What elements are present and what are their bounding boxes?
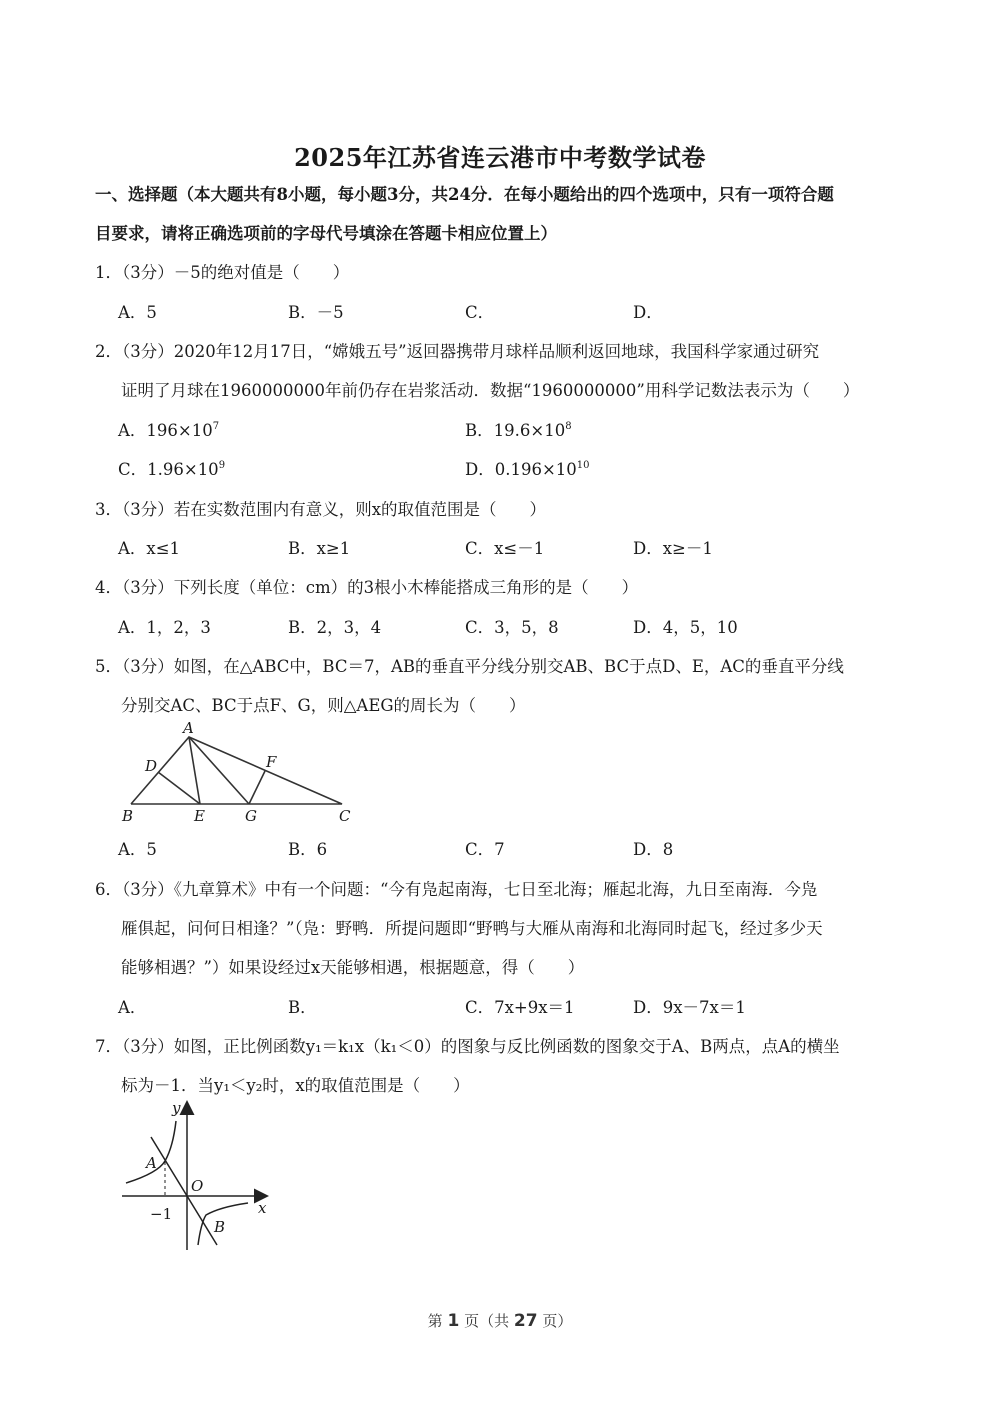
option-a[interactable]: A．5 <box>118 303 157 322</box>
question-text: 下列长度（单位：cm）的3根小木棒能搭成三角形的是（ ） <box>173 578 639 597</box>
option-c[interactable]: C．x≤－1 <box>465 539 545 558</box>
section-header-line1: 一、选择题（本大题共有8小题，每小题3分，共24分．在每小题给出的四个选项中，只有一项符合题 <box>95 185 834 204</box>
question-text: 如图，在△ABC中，BC＝7，AB的垂直平分线分别交AB、BC于点D、E，AC的垂直平分线 <box>173 657 844 676</box>
option-exponent: 7 <box>212 421 220 432</box>
proportional-line <box>151 1137 217 1245</box>
question-number: 2． <box>95 342 122 361</box>
option-value: 196×10 <box>146 421 213 440</box>
question-score: （3分） <box>122 263 174 282</box>
option-d[interactable]: D．x≥－1 <box>633 539 713 558</box>
question-score: （3分） <box>122 500 174 519</box>
question-7-stem <box>95 1033 840 1057</box>
option-a[interactable]: A．x≤1 <box>118 539 181 558</box>
question-number: 3． <box>95 500 122 519</box>
option-c[interactable]: C．3，5，8 <box>465 618 559 637</box>
question-text: 如图，正比例函数y₁＝k₁x（k₁＜0）的图象与反比例函数的图象交于A、B两点，点A的横坐 <box>173 1037 840 1056</box>
option-b[interactable]: B．x≥1 <box>288 539 351 558</box>
question-number: 4． <box>95 578 122 597</box>
option-label: D． <box>465 460 495 479</box>
option-label: B． <box>465 421 494 440</box>
option-b[interactable]: B．－5 <box>288 303 344 322</box>
option-b[interactable] <box>465 417 572 441</box>
label-y-axis: y <box>172 1099 181 1117</box>
option-a[interactable]: A． <box>118 998 147 1017</box>
question-1-stem <box>95 259 349 283</box>
option-value: 1.96×10 <box>147 460 219 479</box>
triangle-figure <box>110 715 370 830</box>
question-7-stem-line2: 标为－1．当y₁＜y₂时，x的取值范围是（ ） <box>121 1076 470 1095</box>
option-exponent: 8 <box>565 421 572 432</box>
label-point-a: A <box>146 1154 157 1172</box>
question-text: 《九章算术》中有一个问题：“今有凫起南海，七日至北海；雁起北海，九日至南海．今凫 <box>173 880 818 899</box>
current-page-number: 1 <box>447 1311 460 1331</box>
question-score: （3分） <box>122 1037 174 1056</box>
question-score: （3分） <box>122 342 174 361</box>
question-5-stem-line2: 分别交AC、BC于点F、G，则△AEG的周长为（ ） <box>121 696 526 715</box>
question-score: （3分） <box>122 657 174 676</box>
option-exponent: 10 <box>576 460 590 471</box>
hyperbola-branch-2nd-quadrant <box>126 1121 176 1183</box>
option-exponent: 9 <box>218 460 226 471</box>
option-d[interactable] <box>465 456 590 480</box>
question-number: 5． <box>95 657 122 676</box>
question-6-stem <box>95 876 817 900</box>
label-a: A <box>183 719 194 737</box>
exam-title: 2025年江苏省连云港市中考数学试卷 <box>294 143 706 172</box>
label-e: E <box>194 807 205 825</box>
segment-fg <box>249 771 265 804</box>
label-f: F <box>266 753 277 771</box>
option-d[interactable]: D．4，5，10 <box>633 618 738 637</box>
question-3-stem <box>95 496 546 520</box>
question-score: （3分） <box>122 880 174 899</box>
label-point-b: B <box>214 1218 226 1236</box>
question-text: －5的绝对值是（ ） <box>173 263 350 282</box>
segment-de <box>158 772 200 804</box>
triangle-abc <box>131 737 342 804</box>
label-tick-minus-one: −1 <box>150 1205 173 1223</box>
label-c: C <box>339 807 351 825</box>
label-x-axis: x <box>258 1199 267 1217</box>
label-origin: O <box>191 1177 204 1195</box>
option-c[interactable] <box>118 456 225 480</box>
label-b: B <box>122 807 134 825</box>
option-d[interactable]: D．9x－7x＝1 <box>633 998 746 1017</box>
question-5-stem <box>95 653 844 677</box>
question-number: 6． <box>95 880 122 899</box>
option-a[interactable] <box>118 417 219 441</box>
page-footer <box>0 1310 1000 1331</box>
question-2-stem-line2: 证明了月球在1960000000年前仍存在岩浆活动．数据“1960000000”用科学记数法表示为（ ） <box>121 381 860 400</box>
option-label: C． <box>118 460 148 479</box>
question-6-stem-line3: 能够相遇？”）如果设经过x天能够相遇，根据题意，得（ ） <box>121 958 585 977</box>
question-number: 7． <box>95 1037 122 1056</box>
total-page-count: 27 <box>513 1311 538 1331</box>
footer-prefix: 第 <box>427 1312 443 1330</box>
option-c[interactable]: C．7 <box>465 840 505 859</box>
question-text: 若在实数范围内有意义，则x的取值范围是（ ） <box>173 500 547 519</box>
option-d[interactable]: D． <box>633 303 663 322</box>
option-b[interactable]: B． <box>288 998 317 1017</box>
question-score: （3分） <box>122 578 174 597</box>
question-6-stem-line2: 雁俱起，问何日相逢？”（凫：野鸭．所提问题即“野鸭与大雁从南海和北海同时起飞，经过多少天 <box>121 919 823 938</box>
option-a[interactable]: A．5 <box>118 840 157 859</box>
option-c[interactable]: C． <box>465 303 495 322</box>
option-a[interactable]: A．1，2，3 <box>118 618 211 637</box>
question-4-stem <box>95 574 638 598</box>
option-value: 19.6×10 <box>493 421 566 440</box>
label-d: D <box>145 757 158 775</box>
section-header-line2: 目要求，请将正确选项前的字母代号填涂在答题卡相应位置上） <box>95 224 557 243</box>
option-d[interactable]: D．8 <box>633 840 674 859</box>
option-b[interactable]: B．6 <box>288 840 328 859</box>
option-label: A． <box>118 421 147 440</box>
function-graph-figure <box>110 1095 280 1255</box>
option-c[interactable]: C．7x+9x＝1 <box>465 998 575 1017</box>
option-b[interactable]: B．2，3，4 <box>288 618 382 637</box>
question-number: 1． <box>95 263 122 282</box>
question-text: 2020年12月17日，“嫦娥五号”返回器携带月球样品顺利返回地球，我国科学家通过研究 <box>173 342 820 361</box>
footer-middle: 页（共 <box>464 1312 510 1330</box>
label-g: G <box>245 807 257 825</box>
option-value: 0.196×10 <box>494 460 577 479</box>
question-2-stem <box>95 338 819 362</box>
footer-suffix: 页） <box>542 1312 573 1330</box>
